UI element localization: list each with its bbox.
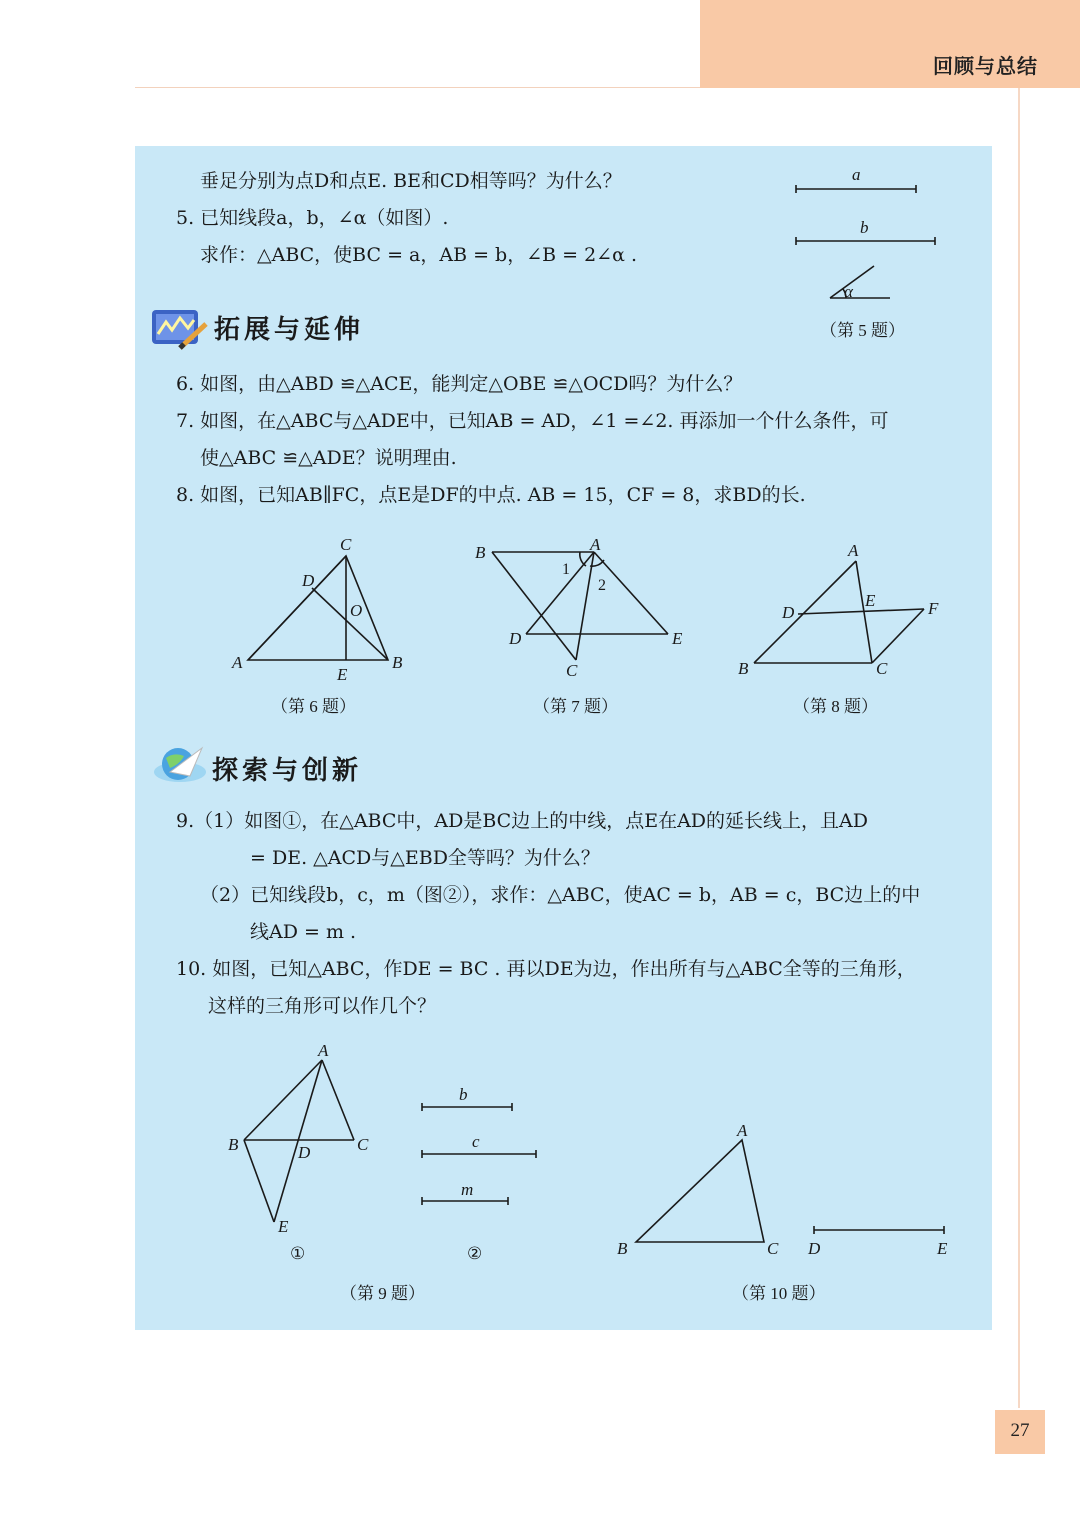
q9-line4: 线AD = m . [250,921,357,943]
svg-text:B: B [738,659,749,678]
q9-line1: 9.（1）如图①，在△ABC中，AD是BC边上的中线，点E在AD的延长线上，且AD [176,810,868,832]
svg-text:A: A [848,541,859,560]
q9-line2: = DE. △ACD与△EBD全等吗？为什么？ [250,847,600,869]
q10-line2: 这样的三角形可以作几个？ [208,995,437,1017]
section-explore-title: 探索与创新 [212,756,363,786]
svg-text:B: B [392,653,403,672]
svg-text:A: A [318,1041,329,1060]
svg-text:C: C [767,1239,779,1258]
fig5-caption: （第 5 题） [820,321,905,340]
svg-text:1: 1 [562,561,570,578]
fig5-label-b: b [860,218,869,237]
svg-text:E: E [672,629,683,648]
svg-text:D: D [509,629,522,648]
fig9-sub2-label: ② [467,1244,483,1263]
svg-text:C: C [876,659,888,678]
svg-text:F: F [928,599,939,618]
svg-text:A: A [590,535,601,554]
fig9-sub1-label: ① [290,1244,306,1263]
fig10-caption: （第 10 题） [732,1284,826,1303]
svg-text:E: E [937,1239,948,1258]
page-number: 27 [1010,1420,1030,1441]
q5-line1: 5. 已知线段a，b，∠α（如图）. [176,207,449,229]
fig9-caption: （第 9 题） [340,1284,425,1303]
svg-text:A: A [737,1121,748,1140]
section-extend-title: 拓展与延伸 [214,315,365,345]
svg-text:E: E [337,665,348,684]
fig8-caption: （第 8 题） [793,697,878,716]
fig7-caption: （第 7 题） [533,697,618,716]
q4-continuation: 垂足分别为点D和点E. BE和CD相等吗？为什么？ [200,170,622,192]
q10-line1: 10. 如图，已知△ABC，作DE = BC . 再以DE为边，作出所有与△ABC全等的三角形， [176,958,916,980]
svg-text:E: E [278,1217,289,1236]
svg-text:C: C [566,661,578,680]
svg-text:c: c [472,1132,480,1151]
svg-text:B: B [617,1239,628,1258]
fig5-label-a: a [852,165,861,184]
q9-line3: （2）已知线段b，c，m（图②），求作：△ABC，使AC = b，AB = c，BC边上的中 [200,884,921,906]
page-number-box [995,1410,1045,1454]
svg-text:b: b [459,1085,468,1104]
svg-text:D: D [302,571,315,590]
svg-text:2: 2 [598,577,606,594]
svg-text:B: B [475,543,486,562]
q8-text: 8. 如图，已知AB∥FC，点E是DF的中点. AB = 15，CF = 8，求BD的长. [176,484,806,506]
fig5-label-alpha: α [844,282,853,301]
q7-line1: 7. 如图，在△ABC与△ADE中，已知AB = AD，∠1 =∠2. 再添加一个什么条件，可 [176,410,889,432]
svg-text:C: C [357,1135,369,1154]
svg-text:m: m [461,1180,474,1199]
chapter-title: 回顾与总结 [933,54,1038,78]
svg-text:O: O [350,601,363,620]
svg-text:E: E [865,591,876,610]
svg-text:D: D [298,1143,311,1162]
svg-text:A: A [232,653,243,672]
fig6-caption: （第 6 题） [271,697,356,716]
q7-line2: 使△ABC ≌△ADE？说明理由. [200,447,457,469]
svg-text:C: C [340,535,352,554]
svg-text:D: D [808,1239,821,1258]
q5-line2: 求作：△ABC，使BC = a，AB = b，∠B = 2∠α . [200,244,638,266]
svg-text:D: D [782,603,795,622]
q6-text: 6. 如图，由△ABD ≌△ACE，能判定△OBE ≌△OCD吗？为什么？ [176,373,743,395]
svg-text:B: B [228,1135,239,1154]
